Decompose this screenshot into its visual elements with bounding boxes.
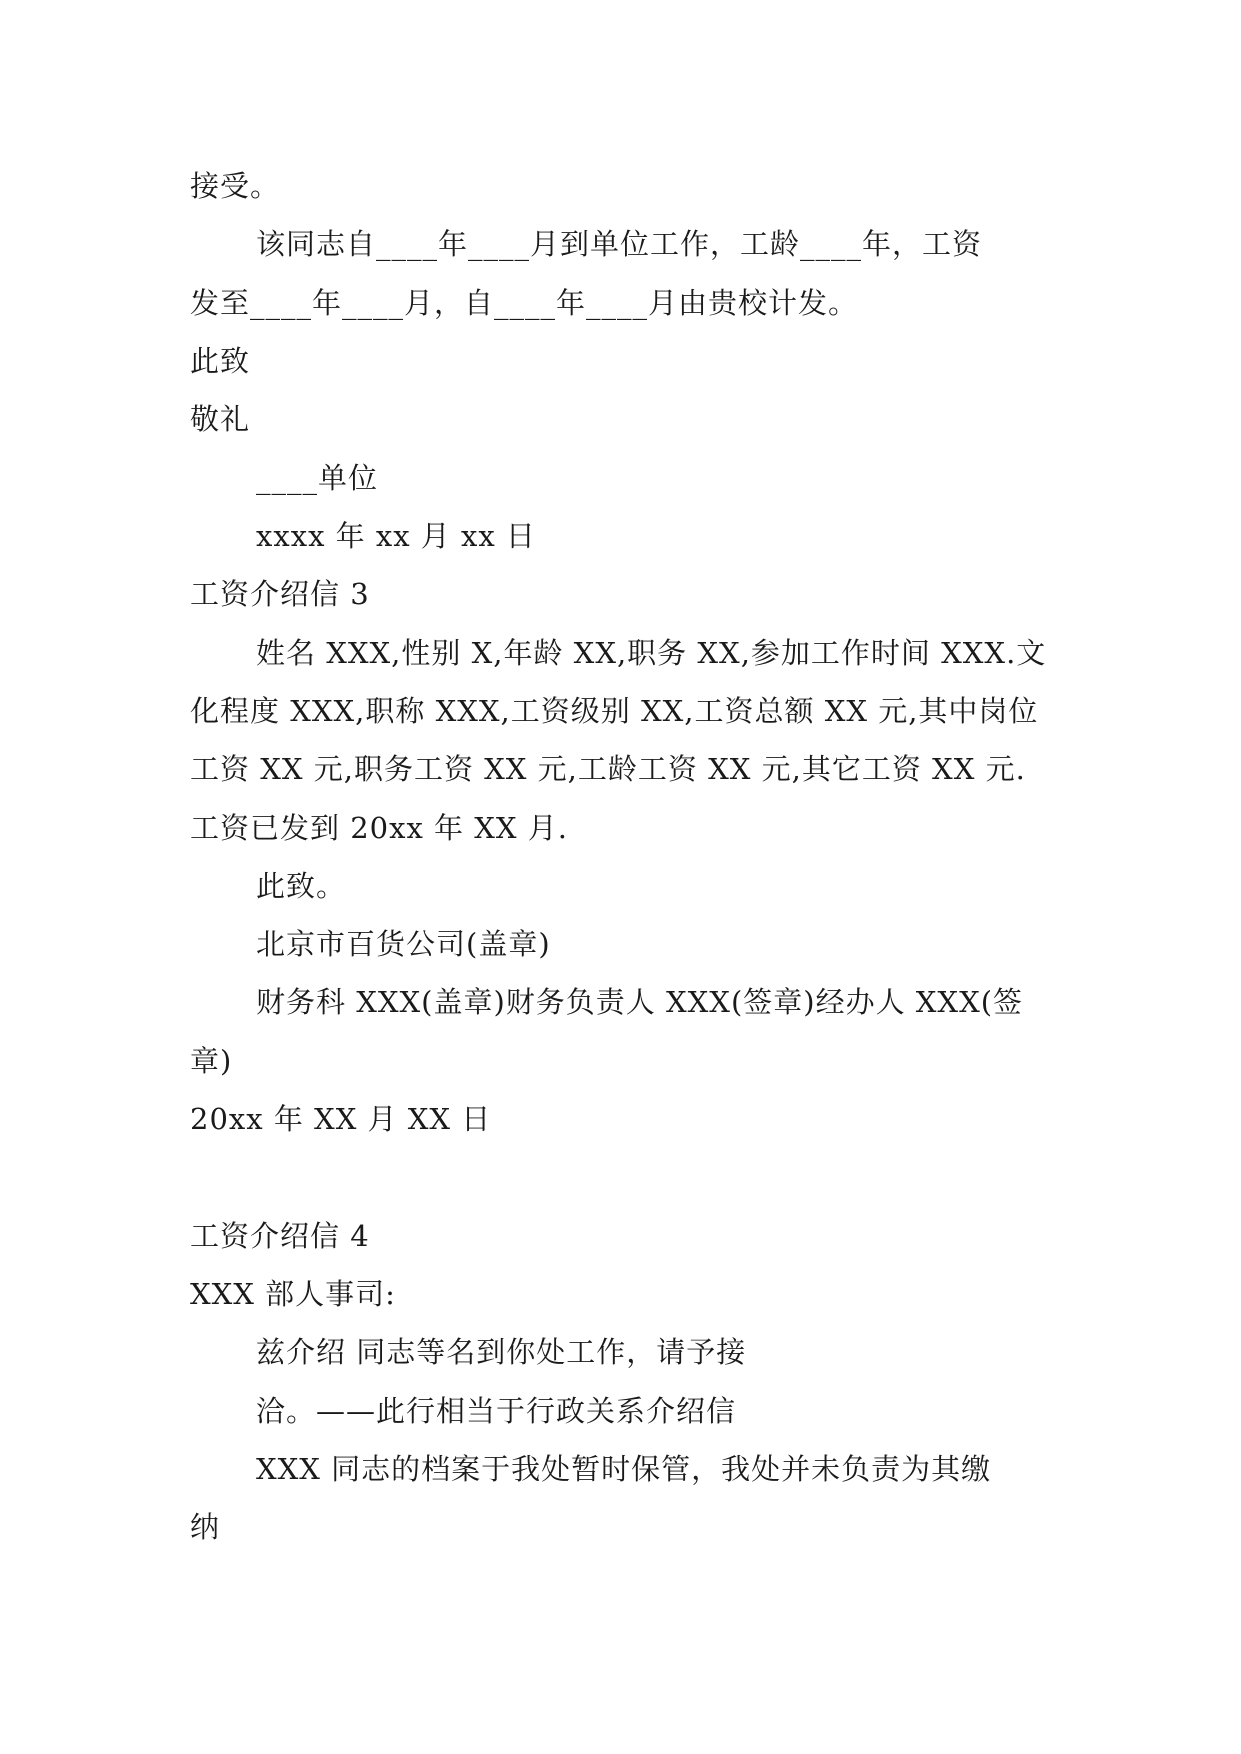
paragraph-line: 接受。	[190, 169, 281, 203]
closing-line: 此致。	[256, 869, 347, 903]
signature-line: 北京市百货公司(盖章)	[256, 927, 551, 961]
closing-line: 敬礼	[190, 402, 251, 436]
section-heading: 工资介绍信 3	[190, 577, 370, 611]
paragraph-line: 姓名 XXX,性别 X,年龄 XX,职务 XX,参加工作时间 XXX.文	[256, 636, 1047, 670]
paragraph-line: 洽。——此行相当于行政关系介绍信	[256, 1394, 737, 1428]
paragraph-line: 兹介绍 同志等名到你处工作，请予接	[256, 1335, 747, 1369]
signature-line: ____单位	[256, 461, 379, 495]
signature-line: 章)	[190, 1044, 233, 1078]
signature-line: 财务科 XXX(盖章)财务负责人 XXX(签章)经办人 XXX(签	[256, 985, 1024, 1019]
paragraph-line: 工资已发到 20xx 年 XX 月.	[190, 811, 568, 845]
date-line: xxxx 年 xx 月 xx 日	[256, 519, 536, 553]
paragraph-line: 该同志自____年____月到单位工作，工龄____年，工资	[256, 227, 983, 261]
paragraph-line: XXX 同志的档案于我处暂时保管，我处并未负责为其缴	[256, 1452, 992, 1486]
paragraph-line: 化程度 XXX,职称 XXX,工资级别 XX,工资总额 XX 元,其中岗位	[190, 694, 1039, 728]
paragraph-line: 纳	[190, 1510, 221, 1544]
closing-line: 此致	[190, 344, 251, 378]
paragraph-line: 发至____年____月，自____年____月由贵校计发。	[190, 286, 859, 320]
section-heading: 工资介绍信 4	[190, 1219, 370, 1253]
date-line: 20xx 年 XX 月 XX 日	[190, 1102, 492, 1136]
salutation-line: XXX 部人事司:	[190, 1277, 396, 1311]
paragraph-line: 工资 XX 元,职务工资 XX 元,工龄工资 XX 元,其它工资 XX 元.	[190, 752, 1026, 786]
